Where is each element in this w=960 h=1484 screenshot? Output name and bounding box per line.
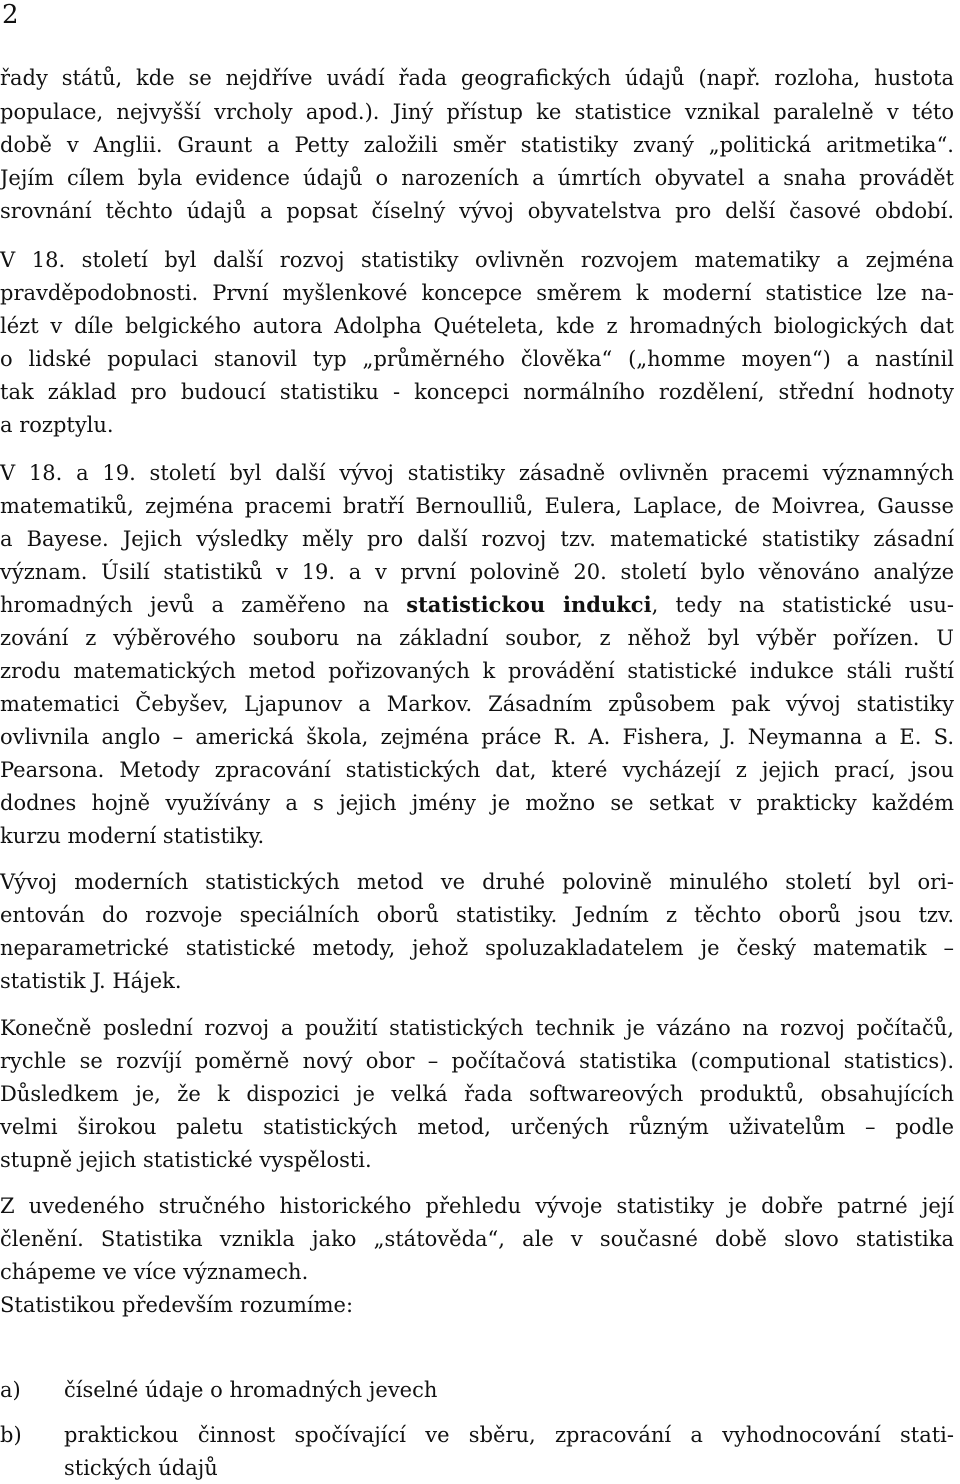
paragraph-2-line-2: pravděpodobnosti. První myšlenkové koncepce směrem k moderní statistice lze na-	[0, 281, 954, 305]
page-number: 2	[2, 0, 19, 30]
paragraph-2-line-6: a rozptylu.	[0, 413, 114, 437]
paragraph-1-line-2: populace, nejvyšší vrcholy apod.). Jiný přístup ke statistice vznikal paralelně v této	[0, 100, 954, 124]
paragraph-4-line-4: statistik J. Hájek.	[0, 969, 182, 993]
paragraph-3-line-10: Pearsona. Metody zpracování statistických dat, které vycházejí z jejich prací, jsou	[0, 758, 954, 782]
paragraph-1-line-3: době v Anglii. Graunt a Petty založili směr statistiky zvaný „politická aritmetika“.	[0, 133, 954, 157]
paragraph-3-line-3: a Bayese. Jejich výsledky měly pro další rozvoj tzv. matematické statistiky zásadní	[0, 527, 954, 551]
paragraph-2-line-1: V 18. století byl další rozvoj statistiky ovlivněn rozvojem matematiky a zejména	[0, 248, 954, 272]
list-item-b-text-line-2: stických údajů	[64, 1456, 218, 1480]
paragraph-5-line-2: rychle se rozvíjí poměrně nový obor – počítačová statistika (computional statistics).	[0, 1049, 954, 1073]
paragraph-1-line-4: Jejím cílem byla evidence údajů o narozeních a úmrtích obyvatel a snaha provádět	[0, 166, 954, 190]
paragraph-3-line-6: zování z výběrového souboru na základní soubor, z něhož byl výběr pořízen. U	[0, 626, 954, 650]
list-item-a-label: a)	[0, 1378, 21, 1402]
paragraph-2-line-3: lézt v díle belgického autora Adolpha Quételeta, kde z hromadných biologických dat	[0, 314, 954, 338]
paragraph-3-line-1: V 18. a 19. století byl další vývoj statistiky zásadně ovlivněn pracemi významných	[0, 461, 954, 485]
paragraph-3-line-5-start: hromadných jevů a zaměřeno na	[0, 593, 407, 617]
paragraph-6-line-2: členění. Statistika vznikla jako „státověda“, ale v současné době slovo statistika	[0, 1227, 954, 1251]
paragraph-5-line-4: velmi širokou paletu statistických metod, určených různým uživatelům – podle	[0, 1115, 954, 1139]
paragraph-5-line-1: Konečně poslední rozvoj a použití statistických technik je vázáno na rozvoj počítačů,	[0, 1016, 954, 1040]
paragraph-4-line-1: Vývoj moderních statistických metod ve druhé polovině minulého století byl ori-	[0, 870, 954, 894]
paragraph-3-line-8: matematici Čebyšev, Ljapunov a Markov. Zásadním způsobem pak vývoj statistiky	[0, 692, 954, 716]
list-item-b-label: b)	[0, 1423, 22, 1447]
paragraph-5-line-5: stupně jejich statistické vyspělosti.	[0, 1148, 372, 1172]
paragraph-6-line-1: Z uvedeného stručného historického přehledu vývoje statistiky je dobře patrné její	[0, 1194, 954, 1218]
paragraph-6-line-3: chápeme ve více významech.	[0, 1260, 309, 1284]
paragraph-4-line-3: neparametrické statistické metody, jehož spoluzakladatelem je český matematik –	[0, 936, 954, 960]
emphasis-statisticka-indukce: statistickou indukci	[406, 592, 652, 617]
paragraph-2-line-5: tak základ pro budoucí statistiku - koncepci normálního rozdělení, střední hodnoty	[0, 380, 954, 404]
paragraph-1-line-1: řady států, kde se nejdříve uvádí řada geografických údajů (např. rozloha, hustota	[0, 66, 954, 90]
paragraph-5-line-3: Důsledkem je, že k dispozici je velká řada softwareových produktů, obsahujících	[0, 1082, 954, 1106]
paragraph-3-line-4: význam. Úsilí statistiků v 19. a v první polovině 20. století bylo věnováno analýze	[0, 560, 954, 584]
paragraph-3-line-11: dodnes hojně využívány a s jejich jmény je možno se setkat v prakticky každém	[0, 791, 954, 815]
paragraph-3-line-12: kurzu moderní statistiky.	[0, 824, 265, 848]
paragraph-1-line-5: srovnání těchto údajů a popsat číselný vývoj obyvatelstva pro delší časové období.	[0, 199, 954, 223]
paragraph-3-line-5	[0, 589, 954, 621]
paragraph-6-line-4: Statistikou především rozumíme:	[0, 1293, 354, 1317]
list-item-a-text: číselné údaje o hromadných jevech	[64, 1378, 438, 1402]
paragraph-3-line-2: matematiků, zejména pracemi bratří Bernoulliů, Eulera, Laplace, de Moivrea, Gausse	[0, 494, 954, 518]
paragraph-2-line-4: o lidské populaci stanovil typ „průměrného člověka“ („homme moyen“) a nastínil	[0, 347, 954, 371]
paragraph-3-line-7: zrodu matematických metod pořizovaných k provádění statistické indukce stáli ruští	[0, 659, 954, 683]
paragraph-4-line-2: entován do rozvoje speciálních oborů statistiky. Jedním z těchto oborů jsou tzv.	[0, 903, 954, 927]
list-item-b-text-line-1: praktickou činnost spočívající ve sběru, zpracování a vyhodnocování stati-	[64, 1423, 954, 1447]
paragraph-3-line-9: ovlivnila anglo – americká škola, zejména práce R. A. Fishera, J. Neymanna a E. S.	[0, 725, 954, 749]
paragraph-3-line-5-end: , tedy na statistické usu-	[651, 593, 954, 617]
